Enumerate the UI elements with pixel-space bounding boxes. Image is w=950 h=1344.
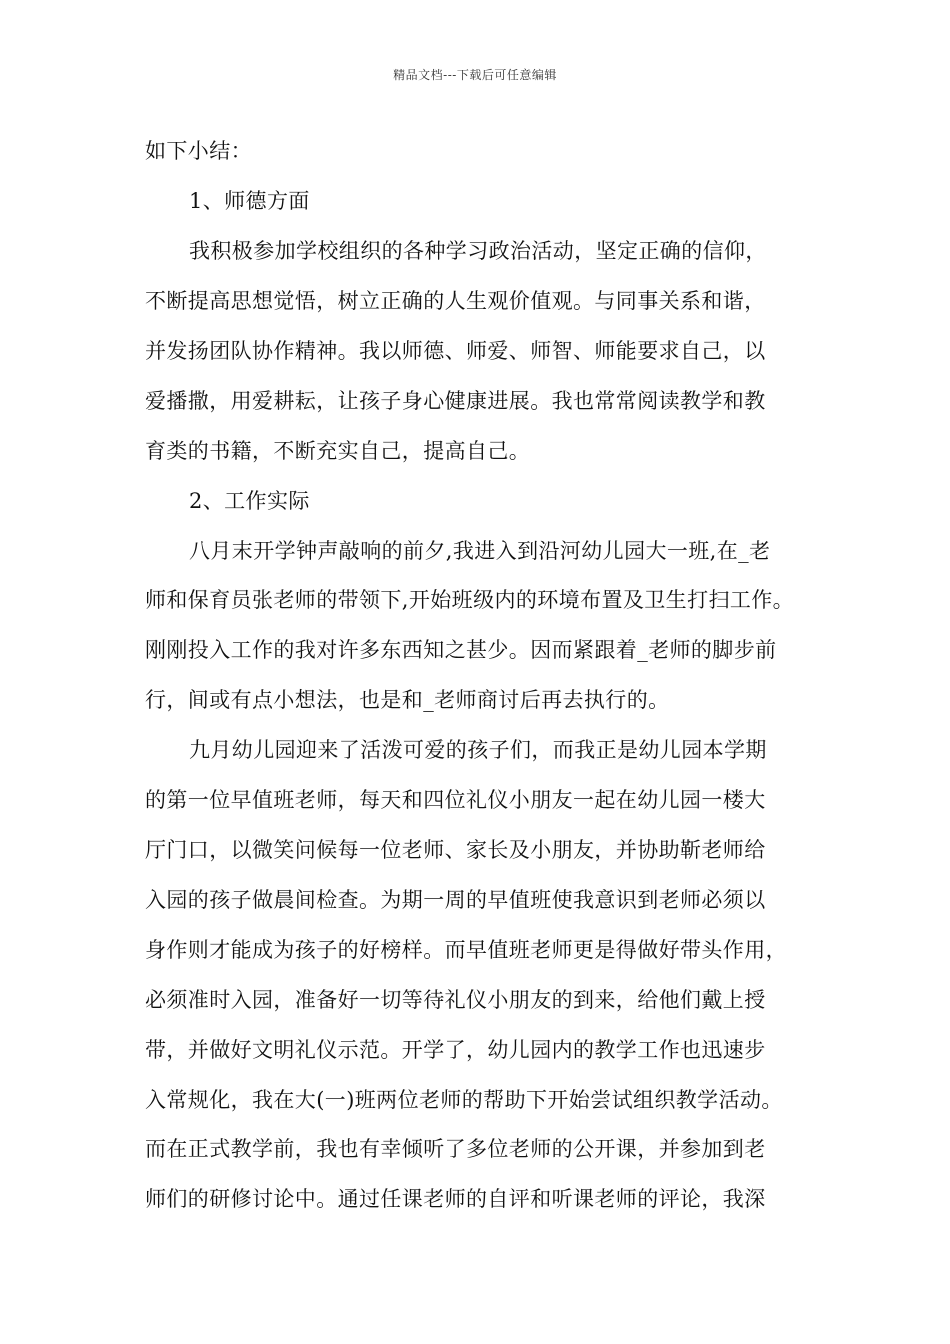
page-header: 精品文档---下载后可任意编辑 — [393, 68, 557, 82]
text-line: 师和保育员张老师的带领下,开始班级内的环境布置及卫生打扫工作。 — [145, 588, 795, 612]
text-line: 而在正式教学前，我也有幸倾听了多位老师的公开课，并参加到老 — [145, 1137, 766, 1161]
text-line: 身作则才能成为孩子的好榜样。而早值班老师更是得做好带头作用， — [145, 938, 787, 962]
text-line: 爱播撒，用爱耕耘，让孩子身心健康进展。我也常常阅读教学和教 — [145, 389, 766, 413]
section-heading: 2、工作实际 — [189, 489, 310, 513]
text-line: 师们的研修讨论中。通过任课老师的自评和听课老师的评论，我深 — [145, 1187, 766, 1211]
text-line: 带，并做好文明礼仪示范。开学了，幼儿园内的教学工作也迅速步 — [145, 1038, 766, 1062]
text-line: 入园的孩子做晨间检查。为期一周的早值班使我意识到老师必须以 — [145, 888, 766, 912]
text-line: 入常规化，我在大(一)班两位老师的帮助下开始尝试组织教学活动。 — [145, 1088, 783, 1112]
text-line: 必须准时入园，准备好一切等待礼仪小朋友的到来，给他们戴上授 — [145, 988, 766, 1012]
text-line: 刚刚投入工作的我对许多东西知之甚少。因而紧跟着_老师的脚步前 — [145, 638, 777, 662]
text-line: 不断提高思想觉悟，树立正确的人生观价值观。与同事关系和谐， — [145, 289, 766, 313]
text-line: 的第一位早值班老师，每天和四位礼仪小朋友一起在幼儿园一楼大 — [145, 788, 766, 812]
section-heading: 1、师德方面 — [189, 189, 310, 213]
text-line: 育类的书籍，不断充实自己，提高自己。 — [145, 439, 531, 463]
text-line: 我积极参加学校组织的各种学习政治活动，坚定正确的信仰， — [189, 239, 767, 263]
text-line: 并发扬团队协作精神。我以师德、师爱、师智、师能要求自己，以 — [145, 339, 766, 363]
text-line: 厅门口，以微笑问候每一位老师、家长及小朋友，并协助靳老师给 — [145, 838, 766, 862]
text-line: 如下小结： — [145, 139, 252, 163]
text-line: 八月末开学钟声敲响的前夕,我进入到沿河幼儿园大一班,在_老 — [189, 539, 771, 563]
text-line: 行，间或有点小想法，也是和_老师商讨后再去执行的。 — [145, 688, 670, 712]
text-line: 九月幼儿园迎来了活泼可爱的孩子们，而我正是幼儿园本学期 — [189, 738, 767, 762]
